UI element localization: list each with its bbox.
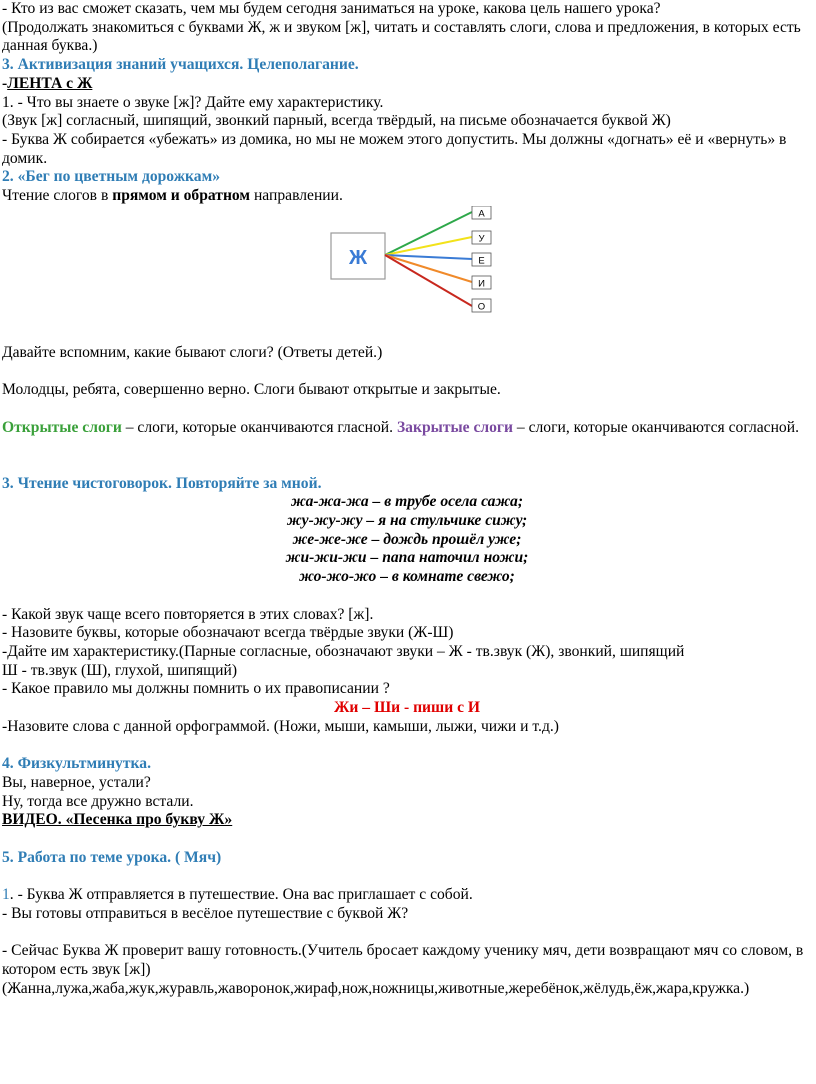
- characteristic-question: -Дайте им характеристику.(Парные согласные, обозначают звуки – Ж - тв.звук (Ж), звонкий, шипящий: [2, 642, 685, 660]
- lenta-title: [2, 75, 812, 94]
- paragraph-escape: - Буква Ж собирается «убежать» из домика, но мы не можем этого допустить. Мы должны «догнать» её и «вернуть» в домик.: [2, 130, 787, 167]
- reading-instruction: [2, 187, 812, 206]
- item-number: 1: [2, 886, 10, 903]
- characteristic-answer: Ш - тв.звук (Ш), глухой, шипящий): [2, 661, 238, 679]
- syllables-question: Давайте вспомним, какие бывают слоги? (Ответы детей.): [2, 343, 383, 361]
- word-list: (Жанна,лужа,жаба,жук,журавль,жаворонок,жираф,нож,ножницы,животные,жеребёнок,жёлудь,ёж,жара,кружка.): [2, 979, 750, 997]
- intro-answer: (Продолжать знакомиться с буквами Ж, ж и звуком [ж], читать и составлять слоги, слова и предложения, в которых есть данная буква.): [2, 18, 801, 55]
- tongue-twister-line: жо-жо-жо – в комнате свежо;: [299, 568, 515, 586]
- document: [2, 0, 812, 998]
- reading-text-a: Чтение слогов в: [2, 187, 113, 205]
- closed-syllables-def: – слоги, которые оканчиваются согласной.: [513, 418, 799, 436]
- tongue-twister-line: же-же-же – дождь прошёл уже;: [292, 530, 522, 548]
- vowel-u: У: [478, 233, 485, 245]
- syllables-answer: Молодцы, ребята, совершенно верно. Слоги бывают открытые и закрытые.: [2, 381, 501, 399]
- ball-game-instruction: - Сейчас Буква Ж проверит вашу готовность.(Учитель бросает каждому ученику мяч, дети возвращают мяч со словом, в котором есть звук [ж]): [2, 942, 804, 978]
- section-2-heading: 2. «Бег по цветным дорожкам»: [2, 168, 220, 186]
- section-3-heading: 3. Активизация знаний учащихся. Целеполагание.: [2, 56, 359, 74]
- tongue-twister-line: жу-жу-жу – я на стульчике сижу;: [286, 512, 528, 529]
- fizminutka-line-2: Ну, тогда все дружно встали.: [2, 792, 194, 810]
- tongue-twister-line: жа-жа-жа – в трубе осела сажа;: [290, 493, 524, 511]
- intro-question: - Кто из вас сможет сказать, чем мы будем сегодня заниматься на уроке, какова цель нашего урока?: [2, 0, 661, 17]
- video-title: ВИДЕО. «Песенка про букву Ж»: [2, 811, 233, 829]
- words-question: -Назовите слова с данной орфограммой. (Ножи, мыши, камыши, лыжи, чижи и т.д.): [2, 717, 559, 735]
- syllable-paths-diagram: [2, 206, 812, 344]
- closed-syllables-term: Закрытые слоги: [396, 418, 514, 436]
- spelling-rule: Жи – Ши - пиши с И: [333, 699, 481, 717]
- path-line-a: [385, 212, 472, 255]
- vowel-e: Е: [478, 255, 485, 267]
- question-1: 1. - Что вы знаете о звуке [ж]? Дайте ему характеристику.: [2, 93, 384, 111]
- journey-line-2: - Вы готовы отправиться в весёлое путешествие с буквой Ж?: [2, 904, 409, 922]
- letter-zh: Ж: [348, 246, 368, 269]
- rule-question: - Какое правило мы должны помнить о их правописании ?: [2, 680, 390, 698]
- vowel-a: А: [478, 208, 485, 220]
- journey-line-1: [2, 886, 812, 905]
- open-syllables-def: – слоги, которые оканчиваются гласной.: [121, 418, 397, 436]
- journey-text: . - Буква Ж отправляется в путешествие. Она вас приглашает с собой.: [9, 886, 473, 903]
- tongue-twister-line: жи-жи-жи – папа наточил ножи;: [285, 549, 529, 567]
- lenta-label: ЛЕНТА с Ж: [7, 74, 93, 92]
- tongue-twisters-heading: 3. Чтение чистоговорок. Повторяйте за мной.: [2, 474, 322, 492]
- vowel-i: И: [478, 278, 485, 290]
- reading-text-c: направлении.: [250, 187, 343, 205]
- answer-1: (Звук [ж] согласный, шипящий, звонкий парный, всегда твёрдый, на письме обозначается буквой Ж): [2, 112, 671, 130]
- reading-text-bold: прямом и обратном: [112, 187, 251, 205]
- fizminutka-line-1: Вы, наверное, устали?: [2, 773, 151, 791]
- sound-question: - Какой звук чаще всего повторяется в этих словах? [ж].: [2, 605, 374, 623]
- path-line-o: [385, 255, 472, 306]
- vowel-o: О: [477, 301, 486, 313]
- open-syllables-term: Открытые слоги: [2, 418, 122, 436]
- lenta-dash: -: [2, 74, 8, 92]
- letters-question: - Назовите буквы, которые обозначают всегда твёрдые звуки (Ж-Ш): [2, 624, 454, 642]
- syllable-definitions: [2, 419, 812, 438]
- section-4-heading: 4. Физкультминутка.: [2, 755, 151, 773]
- path-line-u: [385, 237, 472, 255]
- section-5-heading: 5. Работа по теме урока. ( Мяч): [2, 848, 222, 866]
